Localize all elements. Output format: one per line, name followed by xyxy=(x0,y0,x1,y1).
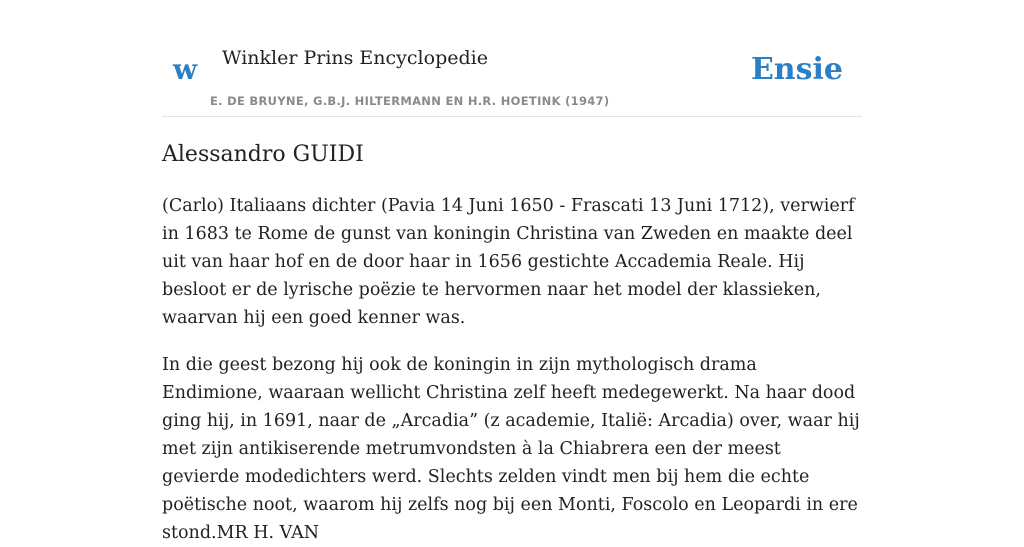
source-title[interactable]: Winkler Prins Encyclopedie xyxy=(222,47,488,69)
brand-logo[interactable]: Ensie xyxy=(750,52,843,87)
article-paragraph: (Carlo) Italiaans dichter (Pavia 14 Juni 1650 - Frascati 13 Juni 1712), verwierf in 1683 te Rome de gunst van koningin Christina van Zweden en maakte deel uit van haar hof en de door haar in 1656 gestichte Accademia Reale. Hij besloot er de lyrische poëzie te hervormen naar het model der klassieken, waarvan hij een goed kenner was. xyxy=(162,196,855,328)
article-paragraph: In die geest bezong hij ook de koningin in zijn mythologisch drama Endimione, waaraan wellicht Christina zelf heeft medegewerkt. Na haar dood ging hij, in 1691, naar de „Arcadia” (z academie, Italië: Arcadia) over, waar hij met zijn antikiserende metrumvondsten à la Chiabrera een der meest gevierde modedichters werd. Slechts zelden vindt men bij hem die echte poëtische noot, waarom hij zelfs nog bij een Monti, Foscolo en Leopardi in ere stond.MR H. VAN xyxy=(162,355,860,543)
site-header xyxy=(162,0,862,117)
article xyxy=(162,138,862,547)
source-logo-icon[interactable]: w xyxy=(173,53,198,86)
article-title: Alessandro GUIDI xyxy=(162,142,364,167)
source-authors: E. DE BRUYNE, G.B.J. HILTERMANN EN H.R. HOETINK (1947) xyxy=(210,94,610,108)
